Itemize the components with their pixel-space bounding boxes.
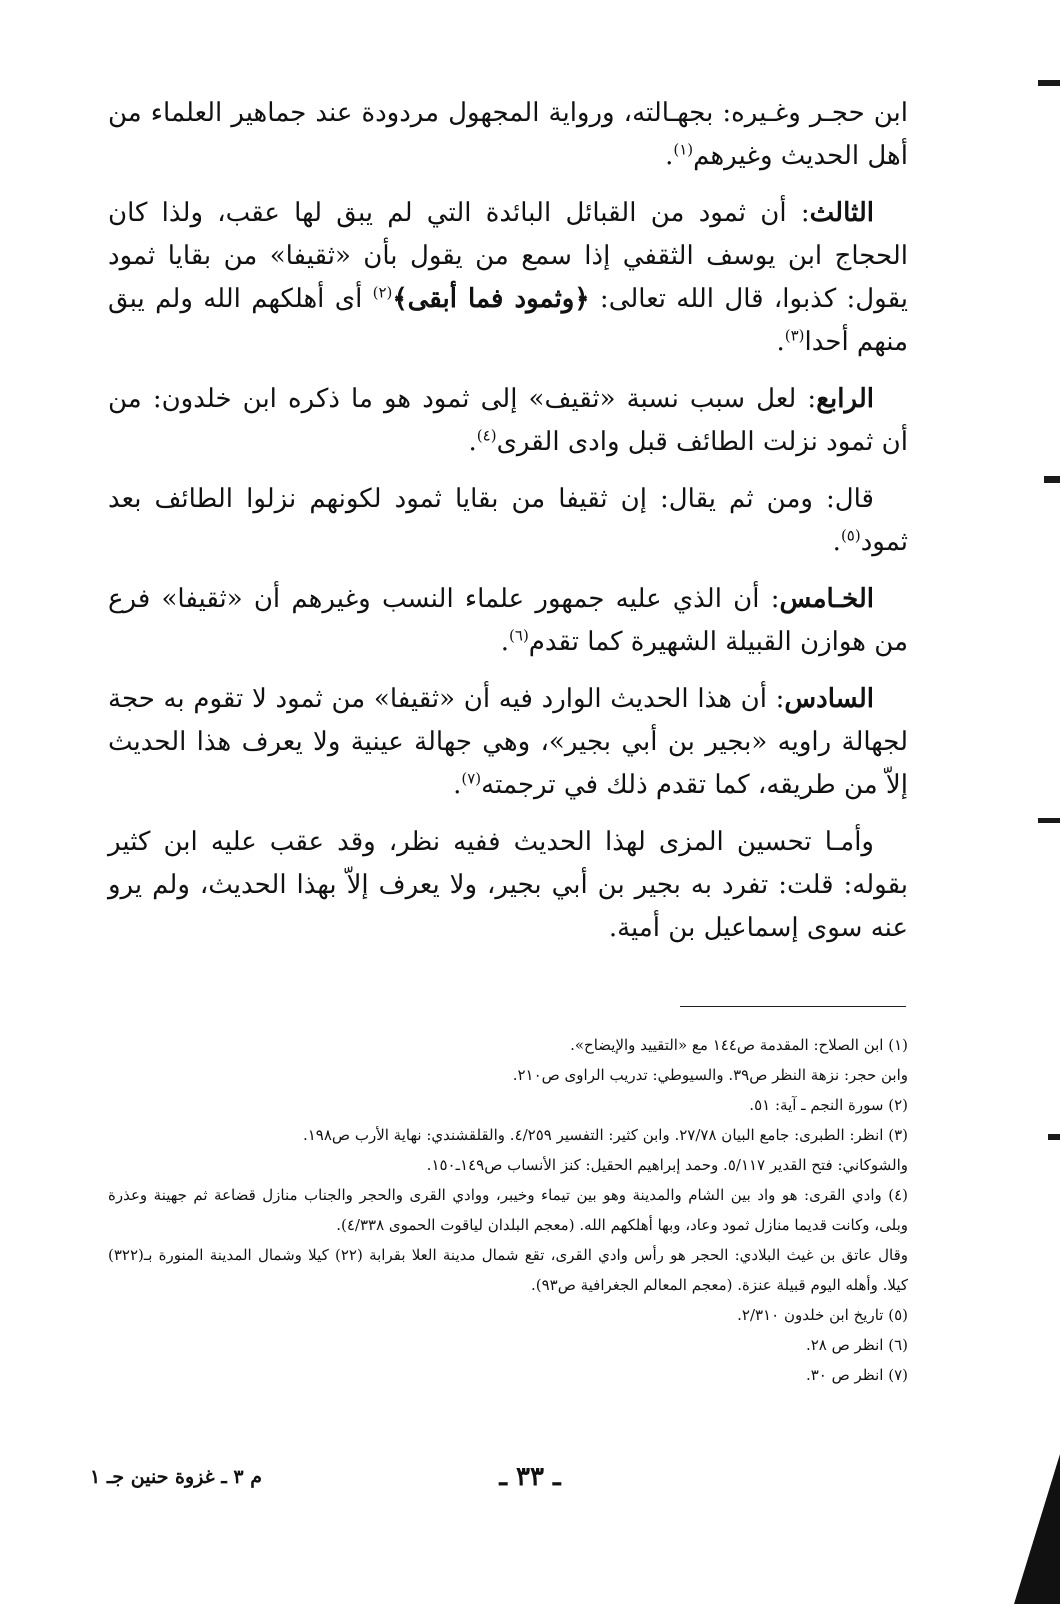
footnotes: [108, 1030, 908, 1390]
footnote-ref[interactable]: (٥): [840, 526, 861, 545]
paragraph-1: [108, 92, 908, 178]
paragraph-text: : أن هذا الحديث الوارد فيه أن «ثقيفا» من ثمود لا تقوم به حجة لجهالة راويه «بجير بن أبي بجير»، وهي جهالة عينية ولا يعرف هذا الحديث إلاّ من طريقه، كما تقدم ذلك في ترجمته: [108, 684, 908, 800]
paragraph-text: وأمـا تحسين المزى لهذا الحديث ففيه نظر، وقد عقب عليه ابن كثير بقوله: قلت: تفرد به بجير بن أبي بجير، ولا يعرف إلاّ بهذا الحديث، ولم يرو عنه سوى إسماعيل بن أمية.: [108, 827, 908, 943]
paragraph-fourth: [108, 378, 908, 464]
scan-edge-mark: [1044, 476, 1060, 483]
footnote-2: (٢) سورة النجم ـ آية: ٥١.: [749, 1096, 908, 1114]
footnote-ref[interactable]: (٣): [784, 326, 805, 345]
paragraph-heading: الثالث: [809, 198, 874, 228]
footnote-3: (٣) انظر: الطبرى: جامع البيان ٢٧/٧٨. وابن كثير: التفسير ٤/٢٥٩. والقلقشندي: نهاية الأرب ص١٩٨.: [302, 1126, 908, 1144]
footnote-5: (٥) تاريخ ابن خلدون ٢/٣١٠.: [737, 1306, 908, 1324]
footnote-ref[interactable]: (١): [673, 140, 694, 159]
signature-mark: م ٣ ـ غزوة حنين جـ ١: [90, 1466, 263, 1488]
paragraph-tail: .: [453, 770, 462, 800]
paragraph-third: [108, 192, 908, 364]
scan-edge-mark: [1048, 1134, 1060, 1140]
footnote-7: (٧) انظر ص ٣٠.: [805, 1366, 908, 1384]
footnote-6: (٦) انظر ص ٢٨.: [805, 1336, 908, 1354]
footnote-4: (٤) وادي القرى: هو واد بين الشام والمدينة وهو بين تيماء وخيبر، ووادي القرى والحجر والجناب منازل قضاعة ثم جهينة وعذرة وبلى، وكانت قديما منازل ثمود وعاد، وبها أهلكهم الله. (معجم البلدان لياقوت الحموى ٤/٣٣٨).: [108, 1186, 908, 1234]
paragraph-fifth: [108, 578, 908, 664]
page-number: ـ ٣٣ ـ: [499, 1462, 561, 1492]
scan-edge-mark: [1038, 818, 1060, 823]
paragraph-text: ابن حجـر وغـيره: بجهـالته، ورواية المجهول مردودة عند جماهير العلماء من أهل الحديث وغيرهم: [108, 98, 908, 171]
footnote-ref[interactable]: (٦): [509, 626, 529, 645]
paragraph-sixth: [108, 678, 908, 807]
paragraph-conclusion: [108, 821, 908, 950]
scan-corner-shadow: [1014, 1454, 1060, 1604]
footnote-3-cont: والشوكاني: فتح القدير ٥/١١٧. وحمد إبراهيم الحقيل: كنز الأنساب ص١٤٩ـ١٥٠.: [426, 1156, 908, 1174]
paragraph-text: : لعل سبب نسبة «ثقيف» إلى ثمود هو ما ذكره ابن خلدون: من أن ثمود نزلت الطائف قبل وادى القرى: [108, 384, 908, 457]
footnote-ref[interactable]: (٢): [372, 283, 393, 302]
paragraph-text: قال: ومن ثم يقال: إن ثقيفا من بقايا ثمود لكونهم نزلوا الطائف بعد ثمود: [108, 484, 908, 557]
paragraph-text: : أن الذي عليه جمهور علماء النسب وغيرهم أن «ثقيفا» فرع من هوازن القبيلة الشهيرة كما تقدم: [108, 584, 908, 657]
paragraph-heading: الرابع: [816, 384, 874, 414]
footnote-divider: [680, 1006, 906, 1007]
paragraph-text-continued: أى أهلكهم الله ولم يبق منهم أحدا: [108, 284, 908, 357]
paragraph-tail: .: [665, 141, 674, 171]
paragraph-tail: .: [500, 627, 510, 657]
paragraph-tail: .: [832, 527, 841, 557]
footnote-ref[interactable]: (٤): [476, 426, 497, 445]
quran-verse: ﴿وثمود فما أبقى﴾: [392, 284, 590, 314]
main-text: [108, 92, 908, 964]
footnote-1: (١) ابن الصلاح: المقدمة ص١٤٤ مع «التقييد والإيضاح».: [570, 1036, 908, 1054]
footnote-1-cont: وابن حجر: نزهة النظر ص٣٩. والسيوطي: تدريب الراوى ص٢١٠.: [512, 1066, 908, 1084]
footnote-ref[interactable]: (٧): [461, 769, 482, 788]
paragraph-text: : أن ثمود من القبائل البائدة التي لم يبق لها عقب، ولذا كان الحجاج ابن يوسف الثقفي إذا سمع من يقول بأن «ثقيفا» من بقايا ثمود يقول: كذبوا، قال الله تعالى:: [108, 198, 908, 314]
paragraph-quote: [108, 478, 908, 564]
footnote-4-cont: وقال عاتق بن غيث البلادي: الحجر هو رأس وادي القرى، تقع شمال مدينة العلا بقرابة (٢٢) كيلا وشمال المدينة المنورة بـ(٣٢٢) كيلا. وأهله اليوم قبيلة عنزة. (معجم المعالم الجغرافية ص٩٣).: [108, 1246, 909, 1294]
paragraph-heading: الخـامس: [779, 584, 874, 614]
scan-edge-mark: [1038, 80, 1060, 86]
paragraph-heading: السادس: [784, 684, 874, 714]
paragraph-tail: .: [776, 327, 785, 357]
paragraph-tail: .: [468, 427, 477, 457]
